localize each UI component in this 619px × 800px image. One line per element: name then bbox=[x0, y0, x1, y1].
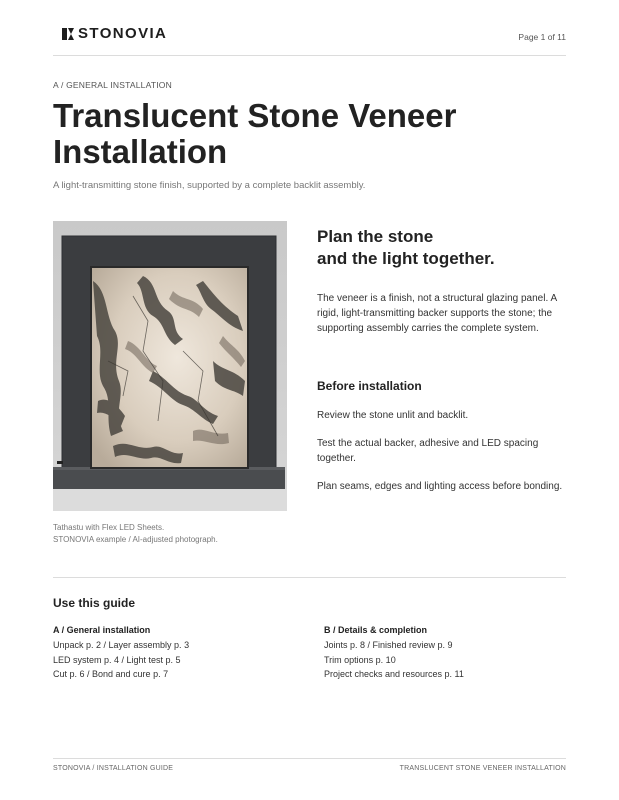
guide-link-a[interactable]: Cut p. 6 / Bond and cure p. 7 bbox=[53, 669, 169, 679]
guide-link-b[interactable]: Joints p. 8 / Finished review p. 9 bbox=[324, 640, 453, 650]
guide-link-a[interactable]: LED system p. 4 / Light test p. 5 bbox=[53, 655, 181, 665]
guide-link-b[interactable]: Trim options p. 10 bbox=[324, 655, 396, 665]
guide-link-a[interactable]: Unpack p. 2 / Layer assembly p. 3 bbox=[53, 640, 190, 650]
footer-divider bbox=[53, 758, 566, 759]
footer-left-text: STONOVIA / INSTALLATION GUIDE bbox=[53, 765, 174, 772]
intro-heading bbox=[317, 226, 557, 270]
section-eyebrow: A / GENERAL INSTALLATION bbox=[53, 80, 172, 90]
stonovia-logo-icon bbox=[62, 27, 74, 41]
before-item: Review the stone unlit and backlit. bbox=[317, 410, 469, 421]
photo-caption-line1: Tathastu with Flex LED Sheets. bbox=[53, 523, 165, 532]
before-installation-heading: Before installation bbox=[317, 379, 422, 393]
page-indicator: Page 1 of 11 bbox=[518, 32, 566, 42]
page-title-line2: Installation bbox=[53, 133, 228, 170]
photo-caption-line2: STONOVIA example / AI-adjusted photograph. bbox=[53, 535, 218, 544]
product-photo bbox=[53, 221, 287, 511]
guide-heading: Use this guide bbox=[53, 596, 136, 610]
intro-heading-line1: Plan the stone bbox=[317, 227, 434, 246]
backlit-stone-panel-image bbox=[53, 221, 287, 511]
page-title-line1: Translucent Stone Veneer bbox=[53, 97, 457, 134]
intro-paragraph: The veneer is a finish, not a structural glazing panel. A rigid, light-transmitting backer supports the stone; the supporting assembly carries the complete system. bbox=[317, 293, 557, 334]
before-item: Test the actual backer, adhesive and LED spacing together. bbox=[317, 438, 539, 464]
brand-name: STONOVIA bbox=[78, 25, 168, 42]
before-item: Plan seams, edges and lighting access before bonding. bbox=[317, 481, 563, 492]
brand-logo bbox=[62, 25, 167, 43]
header-divider bbox=[53, 55, 566, 56]
intro-heading-line2: and the light together. bbox=[317, 249, 495, 268]
footer-right-text: TRANSLUCENT STONE VENEER INSTALLATION bbox=[399, 765, 566, 772]
guide-link-b[interactable]: Project checks and resources p. 11 bbox=[324, 669, 464, 679]
guide-column-a-heading: A / General installation bbox=[53, 625, 151, 635]
photo-caption bbox=[53, 522, 218, 546]
page-title bbox=[53, 98, 573, 170]
guide-column-b-heading: B / Details & completion bbox=[324, 625, 428, 635]
guide-divider bbox=[53, 577, 566, 578]
page-subtitle: A light-transmitting stone finish, supported by a complete backlit assembly. bbox=[53, 180, 366, 191]
